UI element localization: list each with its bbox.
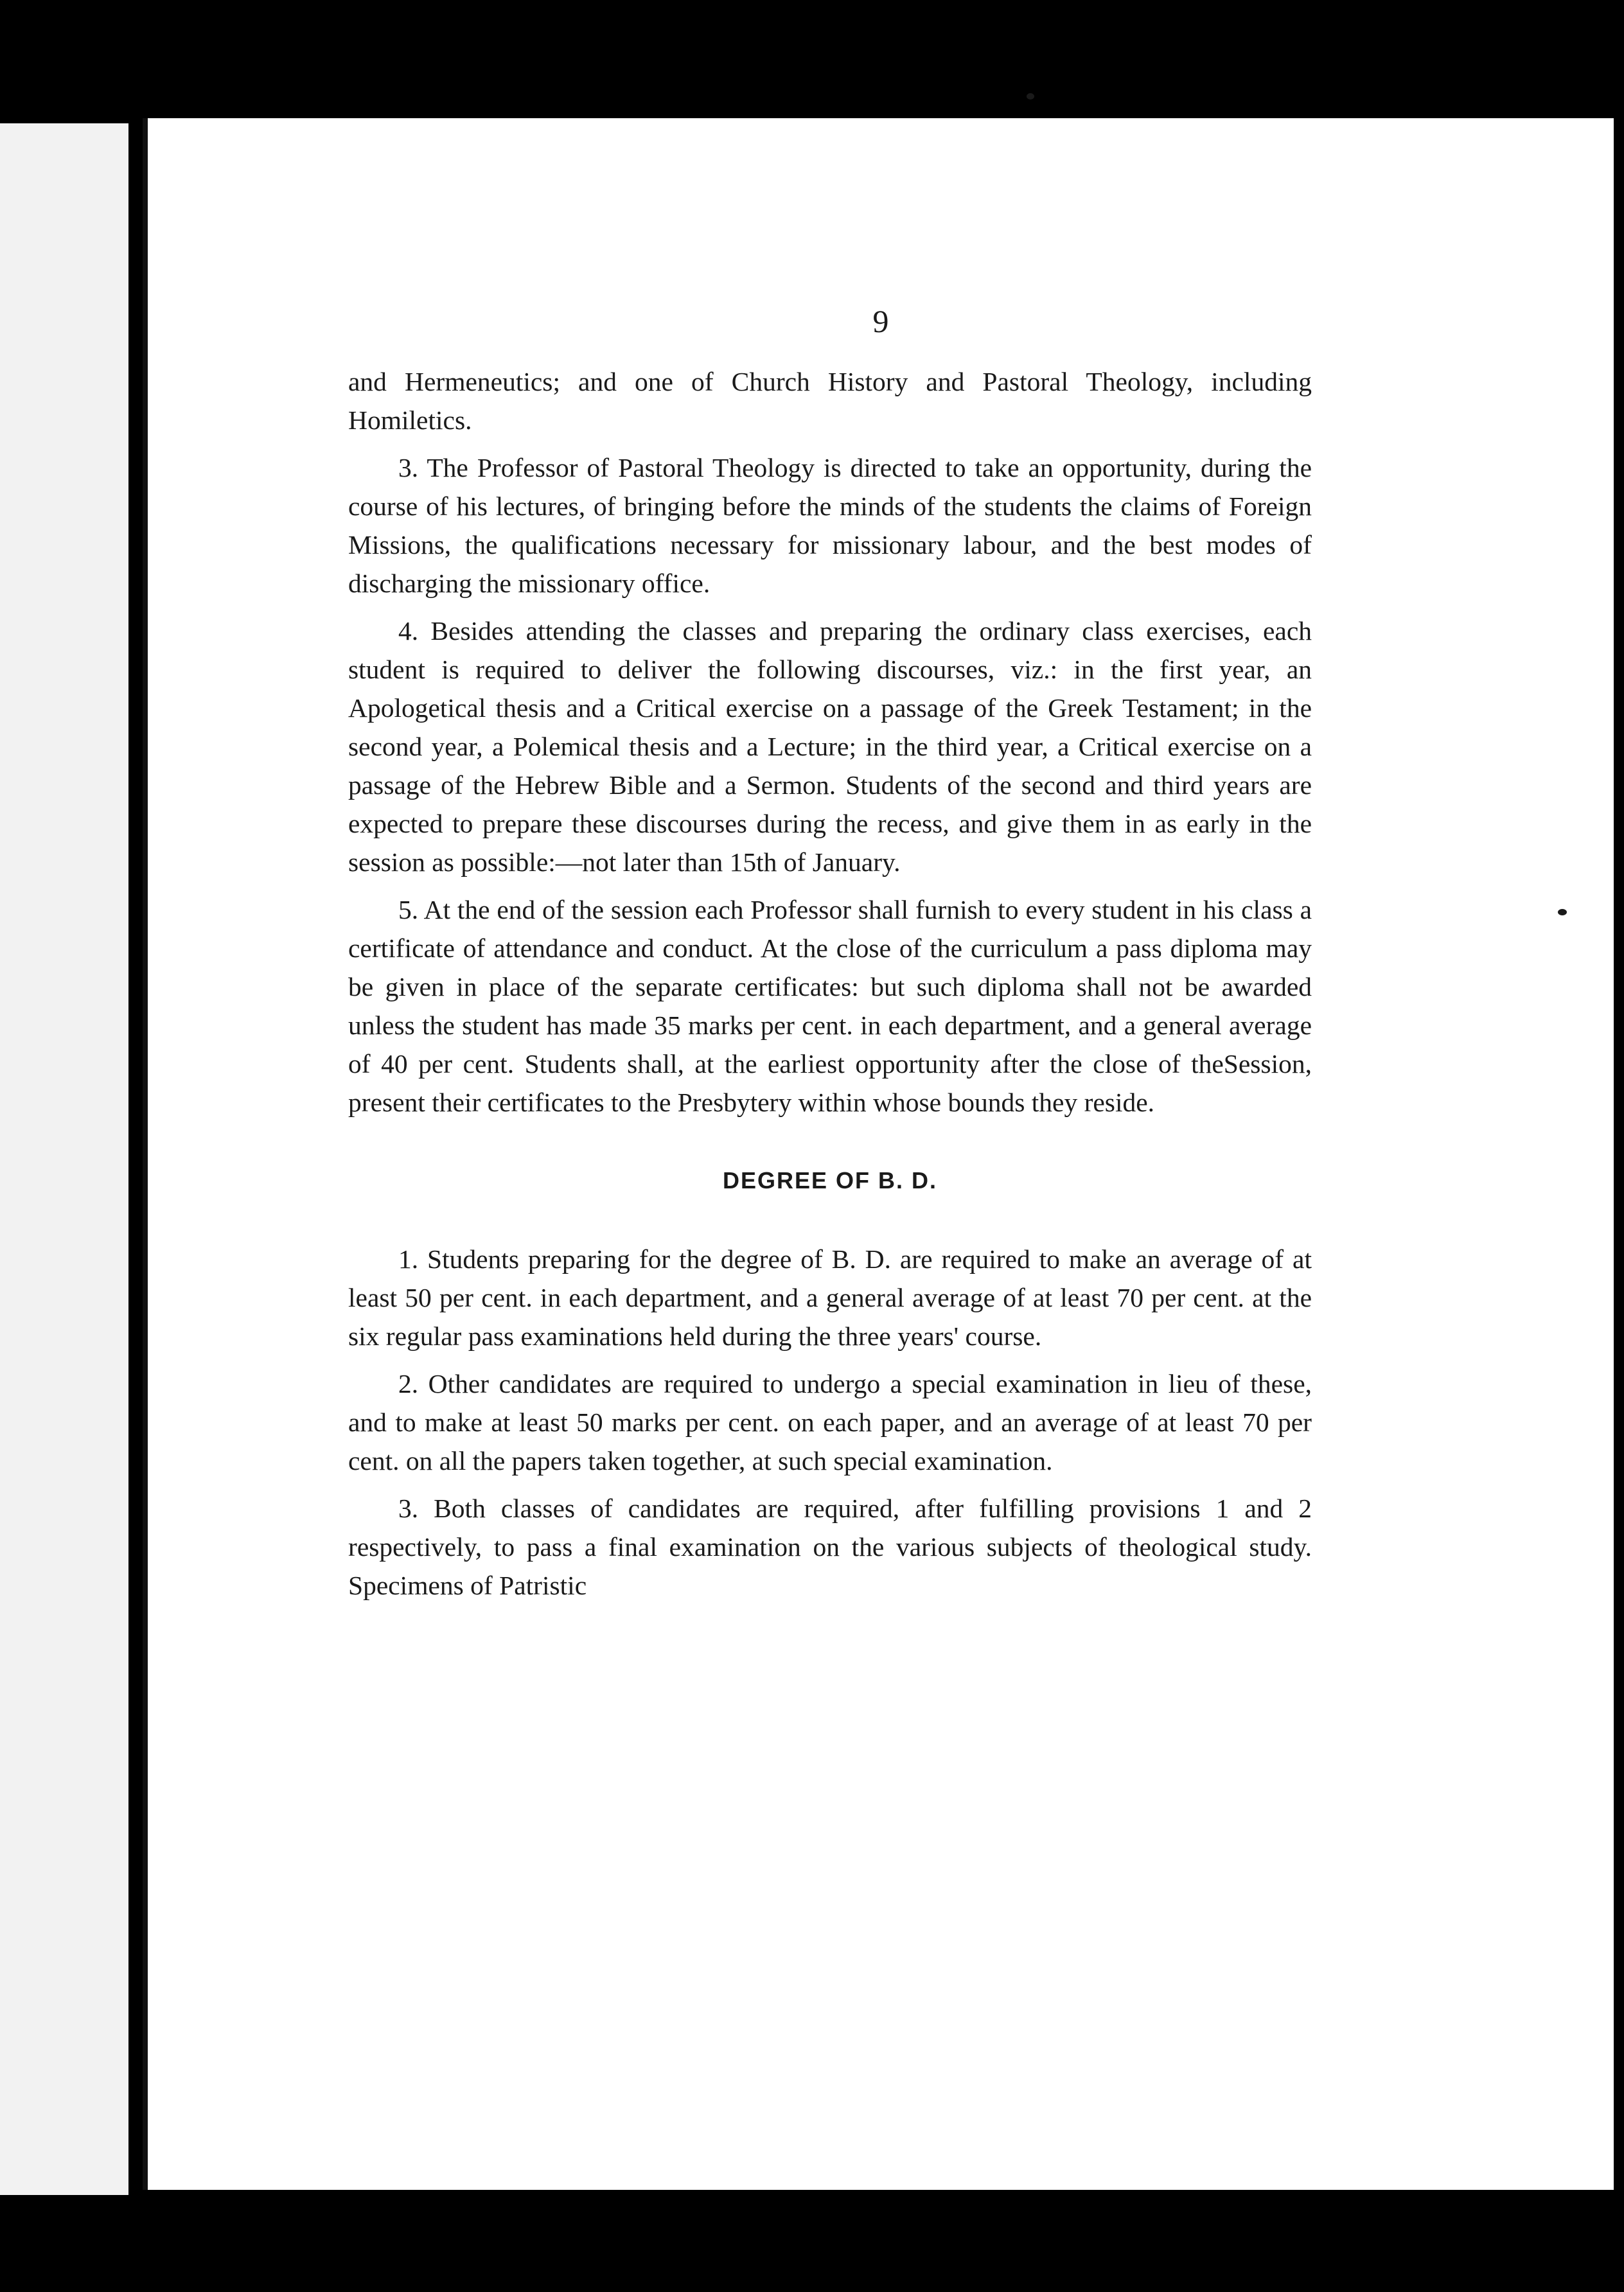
document-page (143, 118, 1614, 2190)
bd-paragraph-3: 3. Both classes of candidates are required, after fulfilling provisions 1 and 2 respectively, to pass a final examination on the various subjects of theological study. Specimens of Patristic (348, 1494, 1312, 1600)
section-heading: DEGREE OF B. D. (722, 1167, 938, 1194)
paragraph-continuation: and Hermeneutics; and one of Church History and Pastoral Theology, including Homiletics. (348, 367, 1312, 435)
page-number: 9 (872, 303, 889, 339)
body-text (348, 362, 1312, 1614)
bd-paragraph-2: 2. Other candidates are required to undergo a special examination in lieu of these, and to make at least 50 marks per cent. on each paper, and an average of at least 70 per cent. on all the papers taken together, at such special examination. (348, 1369, 1312, 1476)
paragraph-item-5: 5. At the end of the session each Professor shall furnish to every student in his class a certificate of attendance and conduct. At the close of the curriculum a pass diploma may be given in place of the separate certificates: but such diploma shall not be awarded unless the student has made 35 marks per cent. in each department, and a general average of 40 per cent. Students shall, at the earliest opportunity after the close of theSession, present their certificates to the Presbytery within whose bounds they reside. (348, 895, 1312, 1117)
paragraph-item-4: 4. Besides attending the classes and preparing the ordinary class exercises, each student is required to deliver the following discourses, viz.: in the first year, an Apologetical thesis and a Critical exercise on a passage of the Greek Testament; in the second year, a Polemical thesis and a Lecture; in the third year, a Critical exercise on a passage of the Hebrew Bible and a Sermon. Students of the second and third years are expected to prepare these discourses during the recess, and give them in as early in the session as possible:—not later than 15th of January. (348, 616, 1312, 877)
bd-paragraph-1: 1. Students preparing for the degree of B. D. are required to make an average of at least 50 per cent. in each department, and a general average of at least 70 per cent. at the six regular pass examinations held during the three years' course. (348, 1244, 1312, 1351)
scan-speck (1558, 909, 1567, 915)
left-page-edge (0, 123, 128, 2195)
paragraph-item-3: 3. The Professor of Pastoral Theology is directed to take an opportunity, during the course of his lectures, of bringing before the minds of the students the claims of Foreign Missions, the qualifications necessary for missionary labour, and the best modes of discharging the missionary office. (348, 453, 1312, 598)
scan-speck (1027, 93, 1034, 100)
